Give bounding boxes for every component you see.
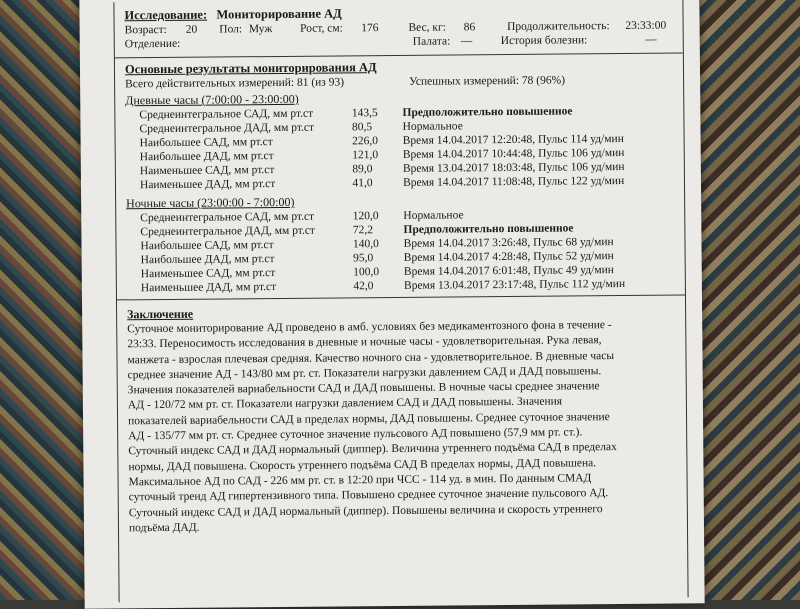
study-label: Исследование:: [124, 7, 208, 23]
history-value: —: [645, 33, 657, 46]
age-value: 20: [185, 23, 198, 36]
measurement-note: Предположительно повышенное: [403, 222, 574, 236]
height-value: 176: [361, 22, 379, 35]
measurement-note: Время 14.04.2017 3:26:48, Пульс 68 уд/мин: [403, 236, 614, 250]
measurement-note: Время 13.04.2017 23:17:48, Пульс 112 уд/мин: [403, 277, 626, 292]
conclusion-line: манжета - взрослая плечевая средняя. Качество ночного сна - удовлетворительное. В дневные часы: [127, 349, 615, 366]
measurement-name: Наименьшее САД, мм рт.ст: [140, 267, 276, 281]
measurement-value: 143,5: [351, 107, 378, 120]
conclusion-block: [117, 295, 687, 540]
measurement-value: 89,0: [352, 163, 373, 176]
ward-value: —: [460, 35, 473, 48]
results-block: [115, 53, 685, 300]
measurement-note: Время 13.04.2017 18:03:48, Пульс 106 уд/мин: [402, 160, 625, 175]
conclusion-line: подъёма ДАД.: [128, 521, 200, 535]
background-fabric-left: [0, 0, 90, 600]
conclusion-line: нормы, ДАД повышена. Скорость утреннего подъёма САД В пределах нормы, ДАД повышена.: [128, 456, 597, 473]
conclusion-line: Суточный индекс САД и ДАД нормальный (диппер). Повышены величина и скорость утреннего: [128, 502, 603, 519]
measurement-note: Время 14.04.2017 10:44:48, Пульс 106 уд/мин: [402, 146, 625, 161]
measurement-name: Наименьшее ДАД, мм рт.ст: [140, 281, 277, 295]
total-measurements: Всего действительных измерений: 81 (из 93): [125, 76, 345, 91]
history-label: История болезни:: [500, 34, 588, 48]
age-label: Возраст:: [124, 23, 167, 37]
measurement-value: 100,0: [353, 266, 380, 279]
measurement-note: Время 14.04.2017 12:20:48, Пульс 114 уд/мин: [402, 132, 624, 147]
duration-value: 23:33:00: [625, 19, 667, 32]
duration-label: Продолжительность:: [507, 20, 610, 33]
measurement-value: 80,5: [351, 121, 373, 134]
ward-label: Палата:: [412, 35, 451, 48]
measurement-value: 42,0: [353, 280, 374, 293]
conclusion-line: 23:33. Переносимость исследования в дневные и ночные часы - удовлетворительная. Рука левая,: [127, 334, 602, 351]
conclusion-line: Суточный индекс САД и ДАД нормальный (диппер). Величина утреннего подъёма САД в пределах: [128, 441, 617, 458]
report-frame: [113, 0, 688, 602]
measurement-name: Среднеинтегральное ДАД, мм рт.ст: [140, 224, 315, 239]
conclusion-title: Заключение: [127, 306, 194, 322]
night-section-title: Ночные часы (23:00:00 - 7:00:00): [126, 194, 295, 211]
sex-label: Пол:: [219, 23, 243, 36]
measurement-name: Наибольшее ДАД, мм рт.ст: [139, 150, 274, 164]
conclusion-line: показателей вариабельности САД в пределах нормы, ДАД повышены. Среднее суточное значение: [127, 410, 610, 428]
measurement-note: Время 14.04.2017 6:01:48, Пульс 49 уд/мин: [403, 264, 614, 278]
measurement-name: Наименьшее САД, мм рт.ст: [139, 164, 275, 178]
measurement-value: 72,2: [352, 224, 374, 237]
conclusion-text: [127, 318, 669, 537]
measurement-value: 41,0: [352, 177, 373, 190]
weight-label: Вес, кг:: [408, 21, 446, 34]
day-rows: [125, 104, 676, 193]
sex-value: Муж: [248, 23, 273, 36]
measurement-value: 226,0: [352, 135, 378, 148]
day-section-title: Дневные часы (7:00:00 - 23:00:00): [125, 91, 299, 108]
department-label: Отделение:: [124, 37, 181, 51]
measurement-name: Наибольшее ДАД, мм рт.ст: [140, 253, 275, 267]
night-rows: [126, 207, 677, 296]
successful-measurements: Успешных измерений: 78 (96%): [409, 74, 566, 88]
measurement-name: Среднеинтегральное САД, мм рт.ст: [140, 210, 315, 225]
conclusion-line: Суточное мониторирование АД проведено в амб. условиях без медикаментозного фона в течение -: [127, 319, 612, 336]
measurement-value: 140,0: [352, 238, 379, 251]
measurement-note: Время 14.04.2017 11:08:48, Пульс 122 уд/мин: [403, 174, 625, 189]
measurement-note: Нормальное: [403, 209, 464, 222]
document-page: [79, 0, 704, 609]
conclusion-line: Значения показателей вариабельности САД и ДАД повышены. В ночные часы среднее значение: [127, 380, 600, 397]
patient-block: [114, 0, 682, 58]
conclusion-line: суточный тренд АД гипертензивного типа. Повышено среднее суточное значение пульсового АД.: [128, 487, 609, 504]
height-label: Рост, см:: [300, 22, 343, 35]
measurement-name: Наибольшее САД, мм рт.ст: [139, 136, 273, 150]
weight-value: 86: [463, 21, 476, 34]
measurement-value: 121,0: [352, 149, 379, 162]
conclusion-line: АД - 120/72 мм рт. ст. Показатели нагрузки давлением САД и ДАД повышены. Значения: [127, 396, 563, 412]
measurement-name: Наибольшее САД, мм рт.ст: [140, 239, 274, 253]
conclusion-line: среднее значение АД - 143/80 мм рт. ст. Показатели нагрузки давлением САД и ДАД повышены.: [127, 365, 602, 382]
measurement-value: 120,0: [352, 210, 379, 223]
measurement-name: Наименьшее ДАД, мм рт.ст: [139, 178, 276, 192]
conclusion-line: АД - 135/77 мм рт. ст. Среднее суточное значение пульсового АД повышено (57,9 мм рт. ст.).: [128, 426, 583, 443]
conclusion-line: Максимальное АД по САД - 226 мм рт. ст. в 12:20 при ЧСС - 114 уд. в мин. По данным СМАД: [128, 472, 592, 489]
measurement-name: Среднеинтегральное ДАД, мм рт.ст: [139, 121, 315, 136]
measurement-value: 95,0: [353, 252, 374, 265]
results-title: Основные результаты мониторирования АД: [124, 60, 377, 77]
measurement-note: Время 14.04.2017 4:28:48, Пульс 52 уд/мин: [403, 250, 614, 264]
measurement-note: Предположительно повышенное: [402, 105, 573, 119]
study-value: Мониторирование АД: [216, 6, 342, 22]
measurement-name: Среднеинтегральное САД, мм рт.ст: [139, 107, 314, 122]
background-fabric-right: [700, 0, 800, 600]
measurement-note: Нормальное: [402, 120, 463, 133]
